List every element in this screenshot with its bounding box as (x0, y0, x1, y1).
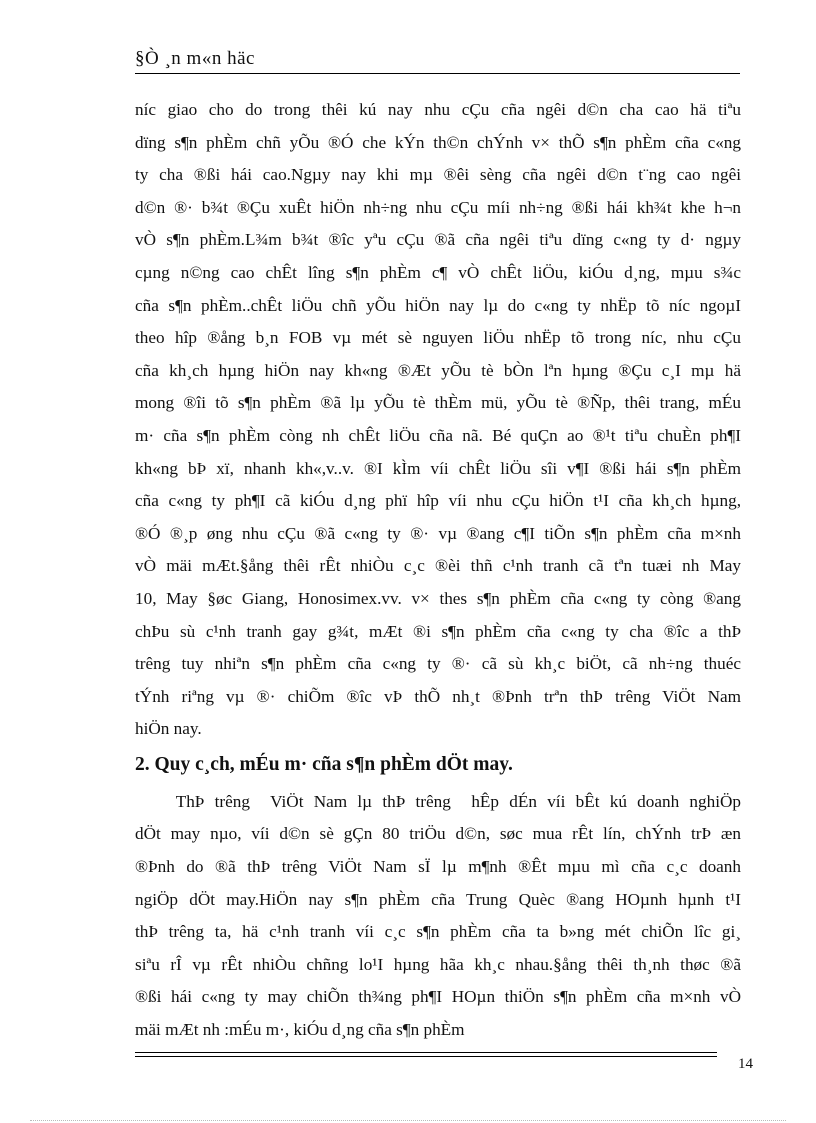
text-line: ty cha ®ßi hái cao.Ngµy nay khi mµ ®êi sèng cña ngêi d©n t¨ng cao ngêi (135, 165, 741, 185)
text-line: mäi mÆt nh :mÉu m·, kiÓu d¸ng cña s¶n phÈm (135, 1020, 465, 1040)
text-line: d©n ®· b¾t ®Çu xuÊt hiÖn nh÷ng nhu cÇu míi nh÷ng ®ßi hái kh¾t khe h¬n (135, 197, 741, 217)
paragraph-2 (135, 786, 741, 1047)
text-line: cña kh¸ch hµng hiÖn nay kh«ng ®Æt yÕu tè bÒn lªn hµng ®Çu c¸I mµ hä (135, 360, 741, 380)
text-line: ®ßi hái c«ng ty may chiÕn th¾ng ph¶I HOµn thiÖn s¶n phÈm cña m×nh vÒ (135, 987, 741, 1007)
text-line: vÒ mäi mÆt.§ång thêi rÊt nhiÒu c¸c ®èi thñ c¹nh tranh cã tªn tuæi nh May (135, 556, 741, 576)
text-line: vÒ s¶n phÈm.L¾m b¾t ®îc yªu cÇu ®ã cña ngêi tiªu dïng c«ng ty d· ngµy (135, 230, 741, 250)
text-line: tÝnh riªng vµ ®· chiÕm ®îc vÞ thÕ nh¸t ®Þnh trªn thÞ trêng ViÖt Nam (135, 686, 741, 706)
text-line: dïng s¶n phÈm chñ yÕu ®Ó che kÝn th©n chÝnh v× thÕ s¶n phÈm cña c«ng (135, 132, 741, 152)
text-line: mong ®îi tõ s¶n phÈm ®ã lµ yÕu tè thÈm mü, yÕu tè ®Ñp, thêi trang, mÉu (135, 393, 741, 413)
text-line: cña s¶n phÈm..chÊt liÖu chñ yÕu hiÖn nay lµ do c«ng ty nhËp tõ níc ngoµI (135, 295, 741, 315)
text-line: theo hîp ®ång b¸n FOB vµ mét sè nguyen liÖu nhËp tõ trong níc, nhu cÇu (135, 328, 741, 348)
text-line: siªu rÎ vµ rÊt nhiÒu chñng lo¹I hµng hãa kh¸c nhau.§ång thêi th¸nh thøc ®ã (135, 954, 741, 974)
page-header-title: §Ò ¸n m«n häc (135, 48, 255, 69)
page-number: 14 (738, 1056, 753, 1072)
text-line: dÖt may nµo, víi d©n sè gÇn 80 triÖu d©n, søc mua rÊt lín, chÝnh trÞ æn (135, 824, 741, 844)
text-line: ThÞ trêng ViÖt Nam lµ thÞ trêng hÊp dÉn víi bÊt kú doanh nghiÖp (135, 791, 741, 811)
header-rule (135, 73, 740, 74)
text-line: trêng tuy nhiªn s¶n phÈm cña c«ng ty ®· cã sù kh¸c biÖt, cã nh÷ng thuéc (135, 654, 741, 674)
text-line: chÞu sù c¹nh tranh gay g¾t, mÆt ®i s¶n phÈm cña c«ng ty cha ®îc a thÞ (135, 621, 741, 641)
text-line: cµng n©ng cao chÊt lîng s¶n phÈm c¶ vÒ chÊt liÖu, kiÓu d¸ng, mµu s¾c (135, 262, 741, 282)
paragraph-1 (135, 94, 741, 746)
section-heading: 2. Quy c¸ch, mÉu m· cña s¶n phÈm dÖt may. (135, 753, 513, 775)
footer-rule (135, 1052, 717, 1057)
text-line: 10, May §øc Giang, Honosimex.vv. v× thes s¶n phÈm cña c«ng ty còng ®ang (135, 588, 741, 608)
document-body (135, 94, 741, 1047)
text-line: ®Þnh do ®ã thÞ trêng ViÖt Nam sÏ lµ m¶nh ®Êt mµu mì cña c¸c doanh (135, 857, 741, 877)
text-line: ®Ó ®¸p øng nhu cÇu ®ã c«ng ty ®· vµ ®ang c¶I tiÕn s¶n phÈm cña m×nh (135, 523, 741, 543)
page-bottom-divider (30, 1120, 786, 1121)
text-line: hiÖn nay. (135, 719, 202, 739)
text-line: kh«ng bÞ xï, nhanh kh«,v..v. ®I kÌm víi chÊt liÖu sîi v¶I ®ßi hái s¶n phÈm (135, 458, 741, 478)
text-line: thÞ trêng ta, hä c¹nh tranh víi c¸c s¶n phÈm cña ta b»ng mét chiÕn lîc gi¸ (135, 922, 741, 942)
text-line: ngiÖp dÖt may.HiÖn nay s¶n phÈm cña Trung Quèc ®ang HOµnh hµnh t¹I (135, 889, 741, 909)
text-line: cña c«ng ty ph¶I cã kiÓu d¸ng phï hîp víi nhu cÇu hiÖn t¹I cña kh¸ch hµng, (135, 491, 741, 511)
text-line: níc giao cho do trong thêi kú nay nhu cÇu cña ngêi d©n cha cao hä tiªu (135, 100, 741, 119)
text-line: m· cña s¶n phÈm còng nh chÊt liÖu cña nã. Bé quÇn ao ®¹t tiªu chuÈn ph¶I (135, 425, 741, 445)
